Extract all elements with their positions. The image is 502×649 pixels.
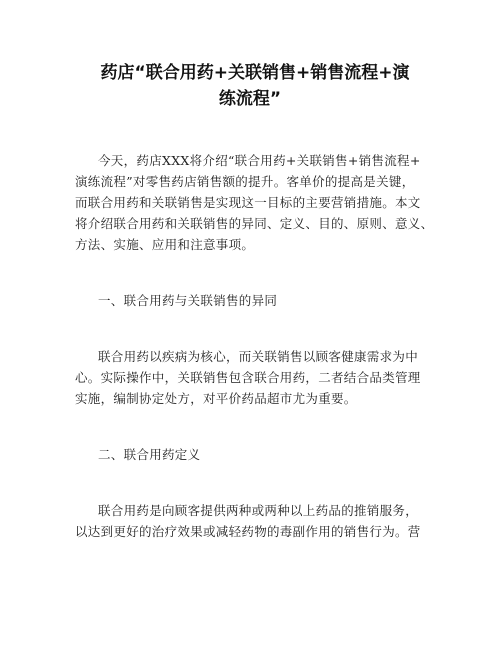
intro-line-1: 今天，药店XXX将介绍“联合用药+关联销售+销售流程+: [98, 153, 421, 168]
intro-line-5: 方法、实施、应用和注意事项。: [75, 237, 255, 252]
document-title-line-1: 药店“联合用药+关联销售+销售流程+演: [100, 63, 410, 83]
intro-line-2: 演练流程”对零售药店销售额的提升。客单价的提高是关键，: [75, 174, 415, 189]
section1-line-2: 心。实际操作中，关联销售包含联合用药，二者结合品类管理: [75, 370, 421, 385]
intro-line-3: 而联合用药和关联销售是实现这一目标的主要营销措施。本文: [75, 195, 421, 210]
section1-heading: 一、联合用药与关联销售的异同: [98, 293, 278, 308]
section1-line-1: 联合用药以疾病为核心，而关联销售以顾客健康需求为中: [98, 349, 419, 364]
section1-line-3: 实施，编制协定处方，对平价药品超市尤为重要。: [75, 391, 357, 406]
intro-line-4: 将介绍联合用药和关联销售的异同、定义、目的、原则、意义、: [75, 216, 434, 231]
section2-heading: 二、联合用药定义: [98, 447, 201, 462]
section2-line-1: 联合用药是向顾客提供两种或两种以上药品的推销服务，: [98, 503, 419, 518]
document-title-line-2: 练流程”: [218, 89, 282, 109]
section2-line-2: 以达到更好的治疗效果或减轻药物的毒副作用的销售行为。营: [75, 524, 421, 539]
